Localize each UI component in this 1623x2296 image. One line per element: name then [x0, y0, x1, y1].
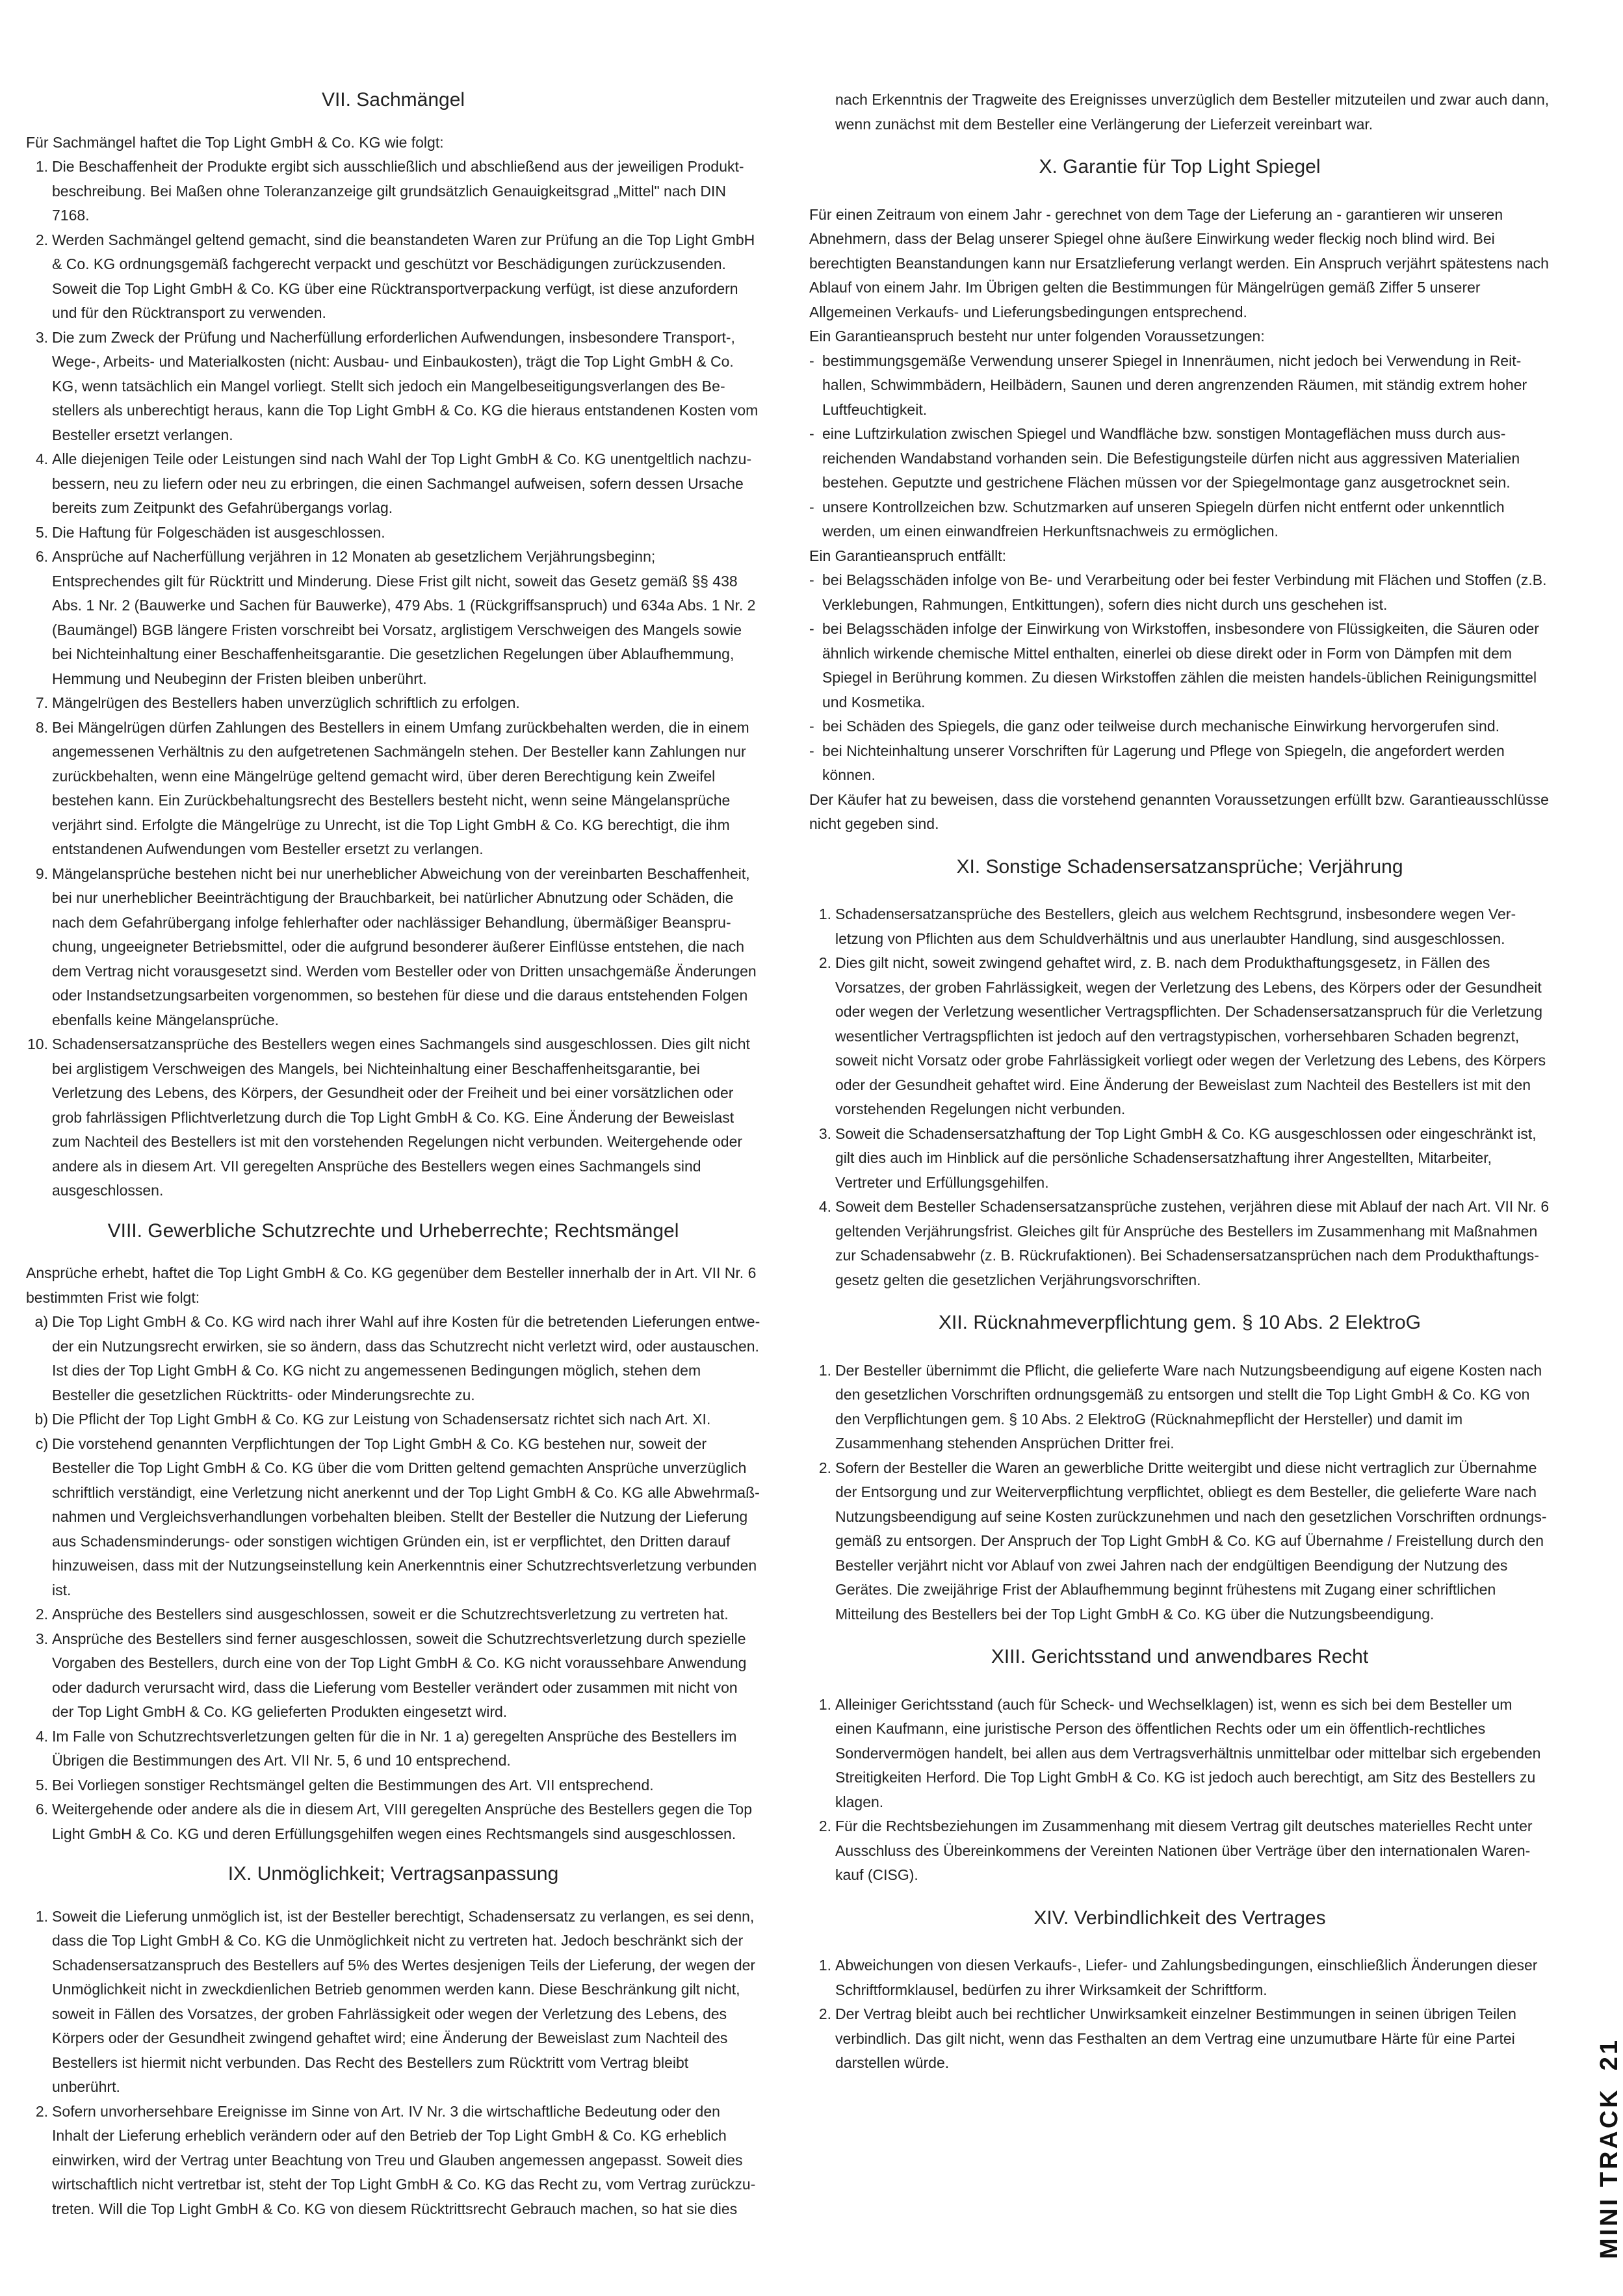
garantie-exclusions-title: Ein Garantieanspruch entfällt: [809, 547, 1007, 564]
verbindlichkeit-list [809, 1953, 1550, 2076]
list-item: 1. Der Besteller übernimmt die Pflicht, die gelieferte Ware nach Nutzungsbeendigung auf eigene Kosten nach den gesetzlichen Vorschriften ordnungsgemäß zu entsorgen und stellt die Top Light GmbH & Co. KG von den Verpflichtungen gem. § 10 Abs. 2 ElektroG (Rücknahmepflicht der Hersteller) und damit im Zusammenhang stehenden Ansprüchen Dritter frei. [818, 1361, 1542, 1452]
garantie-intro: Für einen Zeitraum von einem Jahr - gerechnet von dem Tage der Lieferung an - garantieren wir unseren Abnehmern, dass der Belag unserer Spiegel ohne äußere Einwirkung weder fleckig noch blind wird. Bei berechtigten Beanstandungen kann nur Ersatzlieferung verlangt werden. Ein Anspruch verjährt spätestens nach Ablauf von einem Jahr. Im Übrigen gelten die Bestimmungen für Mängelrügen gemäß Ziffer 5 unserer Allgemeinen Verkaufs- und Lieferungsbedingungen entsprechend. [809, 205, 1549, 320]
schadensersatz-list [809, 902, 1550, 1292]
list-item: - bestimmungsgemäße Verwendung unserer Spiegel in Innenräumen, nicht jedoch bei Verwendung in Reithallen, Schwimmbädern, Heilbädern, Saunen und deren angrenzenden Räumen, mit ständig extrem hoher Luftfeuchtigkeit. [809, 352, 1527, 418]
unmoeglichkeit-list [26, 1905, 760, 2222]
section-title-schutzrechte: VIII. Gewerbliche Schutzrechte und Urheberrechte; Rechtsmängel [107, 1220, 679, 1242]
list-item: 2. Werden Sachmängel geltend gemacht, sind die beanstandeten Waren zur Prüfung an die Top Light GmbH & Co. KG ordnungsgemäß fachgerecht verpackt und geschützt vor Beschädigungen zurückzusenden. Soweit die Top Light GmbH & Co. KG über eine Rücktransportverpackung verfügt, ist diese anzufordern und für den Rücktransport zu verwenden. [35, 231, 755, 321]
list-item: - bei Belagsschäden infolge der Einwirkung von Wirkstoffen, insbesondere von Flüssigkeiten, die Säuren oder ähnlich wirkende chemische Mittel enthalten, einerlei ob diese direkt oder in Form von Dämpfen mit dem Spiegel in Berührung kommen. Zu diesen Wirkstoffen zählen die meisten handels-üblichen Reinigungsmittel und Kosmetika. [809, 620, 1539, 711]
list-item: 4. Alle diejenigen Teile oder Leistungen sind nach Wahl der Top Light GmbH & Co. KG unentgeltlich nachzubessern, neu zu liefern oder neu zu erbringen, die einen Sachmangel aufweisen, sofern dessen Ursache bereits zum Zeitpunkt des Gefahrübergangs vorlag. [35, 450, 752, 516]
section-intro: Für Sachmängel haftet die Top Light GmbH & Co. KG wie folgt: [26, 133, 444, 151]
list-item: 9. Mängelansprüche bestehen nicht bei nur unerheblicher Abweichung von der vereinbarten Beschaffenheit, bei nur unerheblicher Beeinträchtigung der Brauchbarkeit, bei natürlicher Abnutzung oder Schäden, die nach dem Gefahrübergang infolge fehlerhafter oder nachlässiger Behandlung, übermäßiger Beanspruchung, ungeeigneter Betriebsmittel, oder die aufgrund besonderer äußerer Einflüsse entstehen, die nach dem Vertrag nicht vorausgesetzt sind. Werden vom Besteller oder von Dritten unsachgemäße Änderungen oder Instandsetzungsarbeiten vorgenommen, so bestehen für diese und die daraus entstehenden Folgen ebenfalls keine Mängelansprüche. [35, 865, 757, 1028]
ruecknahme-list [809, 1359, 1550, 1627]
list-item: 3. Ansprüche des Bestellers sind ferner ausgeschlossen, soweit die Schutzrechtsverletzung durch spezielle Vorgaben des Bestellers, durch eine von der Top Light GmbH & Co. KG nicht voraussehbare Anwendung oder dadurch verursacht wird, dass die Lieferung vom Besteller verändert oder zusammen mit nicht von der Top Light GmbH & Co. KG gelieferten Produkten eingesetzt wird. [35, 1630, 747, 1720]
list-item: 4. Soweit dem Besteller Schadensersatzansprüche zustehen, verjähren diese mit Ablauf der nach Art. VII Nr. 6 geltenden Verjährungsfrist. Gleiches gilt für Ansprüche des Bestellers im Zusammenhang mit Maßnahmen zur Schadensabwehr (z. B. Rückrufaktionen). Bei Schadensersatzansprüchen nach dem Produkthaftungsgesetz gelten die gesetzlichen Verjährungsvorschriften. [818, 1198, 1550, 1288]
section-title-sachmaengel: VII. Sachmängel [321, 89, 465, 111]
list-item: 1. Die Beschaffenheit der Produkte ergibt sich ausschließlich und abschließend aus der jeweiligen Produktbeschreibung. Bei Maßen ohne Toleranzanzeige gilt grundsätzlich Genauigkeitsgrad „Mittel" nach DIN 7168. [35, 158, 744, 224]
list-item: 7. Mängelrügen des Bestellers haben unverzüglich schriftlich zu erfolgen. [35, 694, 520, 711]
list-item: 2. Dies gilt nicht, soweit zwingend gehaftet wird, z. B. nach dem Produkthaftungsgesetz, in Fällen des Vorsatzes, der groben Fahrlässigkeit, wegen der Verletzung des Lebens, des Körpers oder der Gesundheit oder wegen der Verletzung wesentlicher Vertragspflichten. Der Schadensersatzanspruch für die Verletzung wesentlicher Vertragspflichten ist jedoch auf den vertragstypischen, vorhersehbaren Schaden begrenzt, soweit nicht Vorsatz oder grobe Fahrlässigkeit vorliegt oder wegen der Verletzung des Lebens, des Körpers oder der Gesundheit gehaftet wird. Eine Änderung der Beweislast zum Nachteil des Bestellers ist mit den vorstehenden Regelungen nicht verbunden. [818, 954, 1546, 1117]
page-footer [1547, 2037, 1623, 2259]
section-intro: Ansprüche erhebt, haftet die Top Light GmbH & Co. KG gegenüber dem Besteller innerhalb der in Art. VII Nr. 6 bestimmten Frist wie folgt: [26, 1264, 757, 1306]
continued-paragraph: nach Erkenntnis der Tragweite des Ereignisses unverzüglich dem Besteller mitzuteilen und zwar auch dann, wenn zunächst mit dem Besteller eine Verlängerung der Lieferzeit vereinbart war. [835, 91, 1550, 133]
gerichtsstand-list [809, 1693, 1550, 1888]
left-column [26, 88, 760, 2221]
list-item: 8. Bei Mängelrügen dürfen Zahlungen des Bestellers in einem Umfang zurückbehalten werden, die in einem angemessenen Verhältnis zu den aufgetretenen Sachmängeln stehen. Der Besteller kann Zahlungen nur zurückbehalten, wenn eine Mängelrüge geltend gemacht wird, über deren Berechtigung kein Zweifel bestehen kann. Ein Zurückbehaltungsrecht des Bestellers besteht nicht, wenn seine Mängelansprüche verjährt sind. Erfolgte die Mängelrüge zu Unrecht, ist die Top Light GmbH & Co. KG berechtigt, die ihm entstandenen Aufwendungen vom Besteller ersetzt zu verlangen. [35, 718, 749, 857]
list-item: - eine Luftzirkulation zwischen Spiegel und Wandfläche bzw. sonstigen Montageflächen muss durch ausreichenden Wandabstand vorhanden sein. Die Befestigungsteile dürfen nicht aus aggressiven Materialien bestehen. Geputzte und gestrichene Flächen müssen vor der Spiegelmontage ganz ausgetrocknet sein. [809, 425, 1520, 491]
list-item: 5. Bei Vorliegen sonstiger Rechtsmängel gelten die Bestimmungen des Art. VII entsprechend. [35, 1776, 654, 1794]
section-title-schadensersatz: XI. Sonstige Schadensersatzansprüche; Verjährung [956, 855, 1403, 878]
garantie-exclusions-list [809, 568, 1550, 788]
list-item: - unsere Kontrollzeichen bzw. Schutzmarken auf unseren Spiegeln dürfen nicht entfernt oder unkenntlich werden, um einen einwandfreien Herkunftsnachweis zu ermöglichen. [809, 498, 1505, 540]
list-item: a) Die Top Light GmbH & Co. KG wird nach ihrer Wahl auf ihre Kosten für die betretenden Lieferungen entweder ein Nutzungsrecht erwirken, sie so ändern, dass das Schutzrecht nicht verletzt wird, oder austauschen. Ist dies der Top Light GmbH & Co. KG nicht zu angemessenen Bedingungen möglich, stehen dem Besteller die gesetzlichen Rücktritts- oder Minderungsrechte zu. [34, 1313, 760, 1403]
list-item: c) Die vorstehend genannten Verpflichtungen der Top Light GmbH & Co. KG bestehen nur, soweit der Besteller die Top Light GmbH & Co. KG über die vom Dritten geltend gemachten Ansprüche unverzüglich schriftlich verständigt, eine Verletzung nicht anerkennt und der Top Light GmbH & Co. KG alle Abwehrmaßnahmen und Vergleichsverhandlungen vorbehalten bleiben. Stellt der Besteller die Nutzung der Lieferung aus Schadensminderungs- oder sonstigen wichtigen Gründen ein, ist er verpflichtet, den Dritten darauf hinzuweisen, dass mit der Nutzungseinstellung kein Anerkenntnis einer Schutzrechtsverletzung verbunden ist. [35, 1435, 760, 1598]
list-item: 2. Sofern der Besteller die Waren an gewerbliche Dritte weitergibt und diese nicht vertraglich zur Übernahme der Entsorgung und zur Weiterverpflichtung verpflichtet, obliegt es dem Besteller, die gelieferte Ware nach Nutzungsbeendigung auf seine Kosten zurückzunehmen und nach den gesetzlichen Vorschriften ordnungsgemäß zu entsorgen. Der Anspruch der Top Light GmbH & Co. KG auf Übernahme / Freistellung durch den Besteller verjährt nicht vor Ablauf von zwei Jahren nach der endgültigen Beendigung der Nutzung des Gerätes. Die zweijährige Frist der Ablaufhemmung beginnt frühestens mit Zugang einer schriftlichen Mitteilung des Bestellers bei der Top Light GmbH & Co. KG über die Nutzungsbeendigung. [818, 1459, 1547, 1623]
brand-name: MINI TRACK [1596, 2087, 1623, 2259]
list-item: 6. Weitergehende oder andere als die in diesem Art, VIII geregelten Ansprüche des Bestellers gegen die Top Light GmbH & Co. KG und deren Erfüllungsgehilfen wegen eines Rechtsmangels sind ausgeschlossen. [35, 1801, 753, 1842]
list-item: 1. Soweit die Lieferung unmöglich ist, ist der Besteller berechtigt, Schadensersatz zu verlangen, es sei denn, dass die Top Light GmbH & Co. KG die Unmöglichkeit nicht zu vertreten hat. Jedoch beschränkt sich der Schadensersatzanspruch des Bestellers auf 5% des Wertes desjenigen Teils der Lieferung, der wegen der Unmöglichkeit nicht in zweckdienlichen Betrieb genommen werden kann. Diese Beschränkung gilt nicht, soweit in Fällen des Vorsatzes, der groben Fahrlässigkeit oder wegen der Verletzung des Lebens, des Körpers oder der Gesundheit zwingend gehaftet wird; eine Änderung der Beweislast zum Nachteil des Bestellers ist hiermit nicht verbunden. Das Recht des Bestellers zum Rücktritt vom Vertrag bleibt unberührt. [35, 1907, 756, 2095]
page-number: 21 [1596, 2037, 1623, 2071]
list-item: 4. Im Falle von Schutzrechtsverletzungen gelten für die in Nr. 1 a) geregelten Ansprüche des Bestellers im Übrigen die Bestimmungen des Art. VII Nr. 5, 6 und 10 entsprechend. [35, 1727, 737, 1769]
garantie-conditions-title: Ein Garantieanspruch besteht nur unter folgenden Voraussetzungen: [809, 328, 1265, 345]
list-item: 1. Alleiniger Gerichtsstand (auch für Scheck- und Wechselklagen) ist, wenn es sich bei dem Besteller um einen Kaufmann, eine juristische Person des öffentlichen Rechts oder um ein öffentlich-rechtliches Sondervermögen handelt, bei allen aus dem Vertragsverhältnis unmittelbar oder mittelbar sich ergebenden Streitigkeiten Herford. Die Top Light GmbH & Co. KG ist jedoch auch berechtigt, am Sitz des Bestellers zu klagen. [818, 1695, 1541, 1810]
section-title-unmoeglichkeit: IX. Unmöglichkeit; Vertragsanpassung [227, 1863, 559, 1885]
list-item: 6. Ansprüche auf Nacherfüllung verjähren in 12 Monaten ab gesetzlichem Verjährungsbeginn; Entsprechendes gilt für Rücktritt und Minderung. Diese Frist gilt nicht, soweit das Gesetz gemäß §§ 438 Abs. 1 Nr. 2 (Bauwerke und Sachen für Bauwerke), 479 Abs. 1 (Rückgriffsanspruch) und 634a Abs. 1 Nr. 2 (Baumängel) BGB längere Fristen vorschreibt bei Vorsatz, arglistigem Verschweigen des Mangels sowie bei Nichteinhaltung einer Beschaffenheitsgarantie. Die gesetzlichen Regelungen über Ablaufhemmung, Hemmung und Neubeginn der Fristen bleiben unberührt. [35, 548, 756, 687]
list-item: 2. Für die Rechtsbeziehungen im Zusammenhang mit diesem Vertrag gilt deutsches materielles Recht unter Ausschluss des Übereinkommens der Vereinten Nationen über Verträge über den internationalen Warenkauf (CISG). [818, 1818, 1533, 1883]
section-title-ruecknahme: XII. Rücknahmeverpflichtung gem. § 10 Abs. 2 ElektroG [938, 1312, 1422, 1333]
right-column [809, 88, 1550, 2076]
section-title-garantie: X. Garantie für Top Light Spiegel [1039, 156, 1321, 177]
list-item: b) Die Pflicht der Top Light GmbH & Co. KG zur Leistung von Schadensersatz richtet sich nach Art. XI. [34, 1411, 711, 1428]
garantie-closing: Der Käufer hat zu beweisen, dass die vorstehend genannten Voraussetzungen erfüllt bzw. Garantieausschlüsse nicht gegeben sind. [809, 790, 1549, 832]
schutzrechte-list [26, 1310, 760, 1846]
section-title-gerichtsstand: XIII. Gerichtsstand und anwendbares Recht [991, 1646, 1369, 1667]
list-item: 2. Sofern unvorhersehbare Ereignisse im Sinne von Art. IV Nr. 3 die wirtschaftliche Bedeutung oder den Inhalt der Lieferung erheblich verändern oder auf den Betrieb der Top Light GmbH & Co. KG erheblich einwirken, wird der Vertrag unter Beachtung von Treu und Glauben angemessen angepasst. Soweit dies wirtschaftlich nicht vertretbar ist, steht der Top Light GmbH & Co. KG das Recht zu, vom Vertrag zurückzutreten. Will die Top Light GmbH & Co. KG von diesem Rücktrittsrecht Gebrauch machen, so hat sie dies [35, 2102, 756, 2217]
list-item: - bei Schäden des Spiegels, die ganz oder teilweise durch mechanische Einwirkung hervorgerufen sind. [809, 718, 1500, 735]
section-title-verbindlichkeit: XIV. Verbindlichkeit des Vertrages [1033, 1907, 1326, 1929]
list-item: 2. Ansprüche des Bestellers sind ausgeschlossen, soweit er die Schutzrechtsverletzung zu vertreten hat. [35, 1606, 729, 1623]
list-item: 10. Schadensersatzansprüche des Bestellers wegen eines Sachmangels sind ausgeschlossen. Dies gilt nicht bei arglistigem Verschweigen des Mangels, bei Nichteinhaltung einer Beschaffenheitsgarantie, bei Verletzung des Lebens, des Körpers, der Gesundheit oder der Freiheit und bei einer vorsätzlichen oder grob fahrlässigen Pflichtverletzung durch die Top Light GmbH & Co. KG. Eine Änderung der Beweislast zum Nachteil des Bestellers ist mit den vorstehenden Regelungen nicht verbunden. Weitergehende oder andere als in diesem Art. VII geregelten Ansprüche des Bestellers wegen eines Sachmangels sind ausgeschlossen. [27, 1036, 750, 1199]
list-item: - bei Belagsschäden infolge von Be- und Verarbeitung oder bei fester Verbindung mit Flächen und Stoffen (z.B. Verklebungen, Rahmungen, Entkittungen), sofern dies nicht durch uns geschehen ist. [809, 571, 1547, 613]
list-item: - bei Nichteinhaltung unserer Vorschriften für Lagerung und Pflege von Spiegeln, die angefordert werden können. [809, 742, 1505, 783]
list-item: 1. Schadensersatzansprüche des Bestellers, gleich aus welchem Rechtsgrund, insbesondere wegen Verletzung von Pflichten aus dem Schuldverhältnis und aus unerlaubter Handlung, sind ausgeschlossen. [818, 906, 1516, 947]
list-item: 2. Der Vertrag bleibt auch bei rechtlicher Unwirksamkeit einzelner Bestimmungen in seinen übrigen Teilen verbindlich. Das gilt nicht, wenn das Festhalten an dem Vertrag eine unzumutbare Härte für eine Partei darstellen würde. [818, 2005, 1516, 2071]
list-item: 1. Abweichungen von diesen Verkaufs-, Liefer- und Zahlungsbedingungen, einschließlich Änderungen dieser Schriftformklausel, bedürfen zu ihrer Wirksamkeit der Schriftform. [818, 1957, 1538, 1998]
garantie-conditions-list [809, 349, 1550, 544]
footer-label [1596, 2038, 1623, 2259]
list-item: 3. Die zum Zweck der Prüfung und Nacherfüllung erforderlichen Aufwendungen, insbesondere Transport-, Wege-, Arbeits- und Materialkosten (nicht: Ausbau- und Einbaukosten), trägt die Top Light GmbH & Co. KG, wenn tatsächlich ein Mangel vorliegt. Stellt sich jedoch ein Mangelbeseitigungsverlangen des Bestellers als unberechtigt heraus, kann die Top Light GmbH & Co. KG die hieraus entstandenen Kosten vom Besteller ersetzt verlangen. [35, 328, 759, 443]
list-item: 5. Die Haftung für Folgeschäden ist ausgeschlossen. [35, 523, 385, 541]
sachmaengel-list [26, 155, 760, 1203]
list-item: 3. Soweit die Schadensersatzhaftung der Top Light GmbH & Co. KG ausgeschlossen oder eingeschränkt ist, gilt dies auch im Hinblick auf die persönliche Schadensersatzhaftung ihrer Angestellten, Mitarbeiter, Vertreter und Erfüllungsgehilfen. [818, 1125, 1537, 1191]
